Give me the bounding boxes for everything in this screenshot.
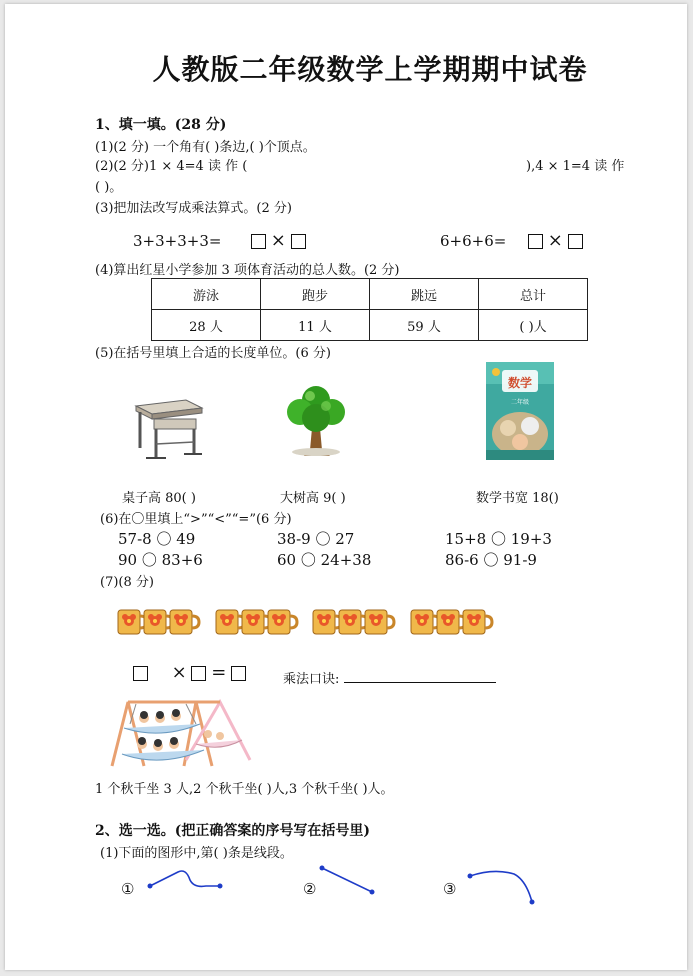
table-cell: 11 人 <box>261 310 370 341</box>
compare-item: 86-6 〇 91-9 <box>445 551 537 569</box>
rhyme-answer-line[interactable] <box>344 670 496 683</box>
question-2-1: (1)下面的图形中,第( )条是线段。 <box>100 846 293 861</box>
line-segment-option-2 <box>316 862 382 896</box>
question-1-7: (7)(8 分) <box>100 575 154 590</box>
cup-group-3 <box>313 610 394 634</box>
table-cell: 59 人 <box>370 310 479 341</box>
compare-item: 57-8 〇 49 <box>118 530 196 548</box>
answer-box[interactable] <box>251 234 266 249</box>
answer-box[interactable] <box>291 234 306 249</box>
math-book-illustration <box>486 362 554 460</box>
addition-expression-1: 3+3+3+3= <box>133 232 222 250</box>
sports-table <box>151 278 588 341</box>
question-1-4: (4)算出红星小学参加 3 项体育活动的总人数。(2 分) <box>95 263 400 278</box>
question-1-3: (3)把加法改写成乘法算式。(2 分) <box>95 201 292 216</box>
section-2-heading: 2、选一选。(把正确答案的序号写在括号里) <box>95 823 370 839</box>
table-cell-total[interactable]: ( )人 <box>479 310 588 341</box>
question-1-5: (5)在括号里填上合适的长度单位。(6 分) <box>95 346 331 361</box>
addition-expression-2: 6+6+6= <box>440 232 507 250</box>
answer-box[interactable] <box>133 666 148 681</box>
compare-item: 90 〇 83+6 <box>118 551 203 569</box>
book-subtitle-text: 二年级 <box>510 399 530 406</box>
curve-option-3 <box>464 866 544 908</box>
question-1-2-line-2: ( )。 <box>95 180 123 195</box>
table-header-cell: 游泳 <box>152 279 261 310</box>
desk-height-label: 桌子高 80( ) <box>122 491 196 506</box>
book-title-text: 数学 <box>507 376 533 390</box>
section-1-heading: 1、填一填。(28 分) <box>95 117 227 133</box>
book-width-label: 数学书宽 18() <box>476 491 559 506</box>
multiplication-rhyme <box>283 668 496 687</box>
option-label: ① <box>121 880 135 898</box>
times-sign: × <box>270 230 286 251</box>
compare-item: 38-9 〇 27 <box>277 530 355 548</box>
answer-box[interactable] <box>568 234 583 249</box>
swings-illustration <box>100 696 260 772</box>
cups-illustration <box>118 608 498 638</box>
answer-box[interactable] <box>191 666 206 681</box>
table-row <box>152 310 588 341</box>
curve-option-1 <box>146 866 226 896</box>
question-1-2-part-a: (2)(2 分)1 × 4=4 读 作 ( <box>95 159 248 174</box>
question-1-2-part-b: ),4 × 1=4 读 作 <box>526 159 625 174</box>
multiply-expression-1 <box>133 230 306 251</box>
cup-group-4 <box>411 610 492 634</box>
compare-item: 60 〇 24+38 <box>277 551 372 569</box>
table-header-cell: 总计 <box>479 279 588 310</box>
page-title: 人教版二年级数学上学期期中试卷 <box>152 53 588 86</box>
equals-sign: = <box>211 662 227 683</box>
table-cell: 28 人 <box>152 310 261 341</box>
cup-group-2 <box>216 610 297 634</box>
multiply-expression-2 <box>440 230 583 251</box>
rhyme-label: 乘法口诀: <box>283 672 340 687</box>
cup-group-1 <box>118 610 199 634</box>
question-1-6: (6)在〇里填上“>”“<”“=”(6 分) <box>100 512 292 527</box>
cup-multiplication <box>133 662 246 683</box>
answer-box[interactable] <box>231 666 246 681</box>
option-label: ② <box>303 880 317 898</box>
times-sign: × <box>171 662 187 683</box>
tree-illustration <box>284 384 350 462</box>
option-label: ③ <box>443 880 457 898</box>
desk-illustration <box>132 396 204 464</box>
table-header-cell: 跳远 <box>370 279 479 310</box>
times-sign: × <box>547 230 563 251</box>
table-header-row <box>152 279 588 310</box>
compare-item: 15+8 〇 19+3 <box>445 530 552 548</box>
question-1-1: (1)(2 分) 一个角有( )条边,( )个顶点。 <box>95 140 316 155</box>
table-header-cell: 跑步 <box>261 279 370 310</box>
swing-question: 1 个秋千坐 3 人,2 个秋千坐( )人,3 个秋千坐( )人。 <box>95 782 394 797</box>
tree-height-label: 大树高 9( ) <box>280 491 346 506</box>
answer-box[interactable] <box>528 234 543 249</box>
